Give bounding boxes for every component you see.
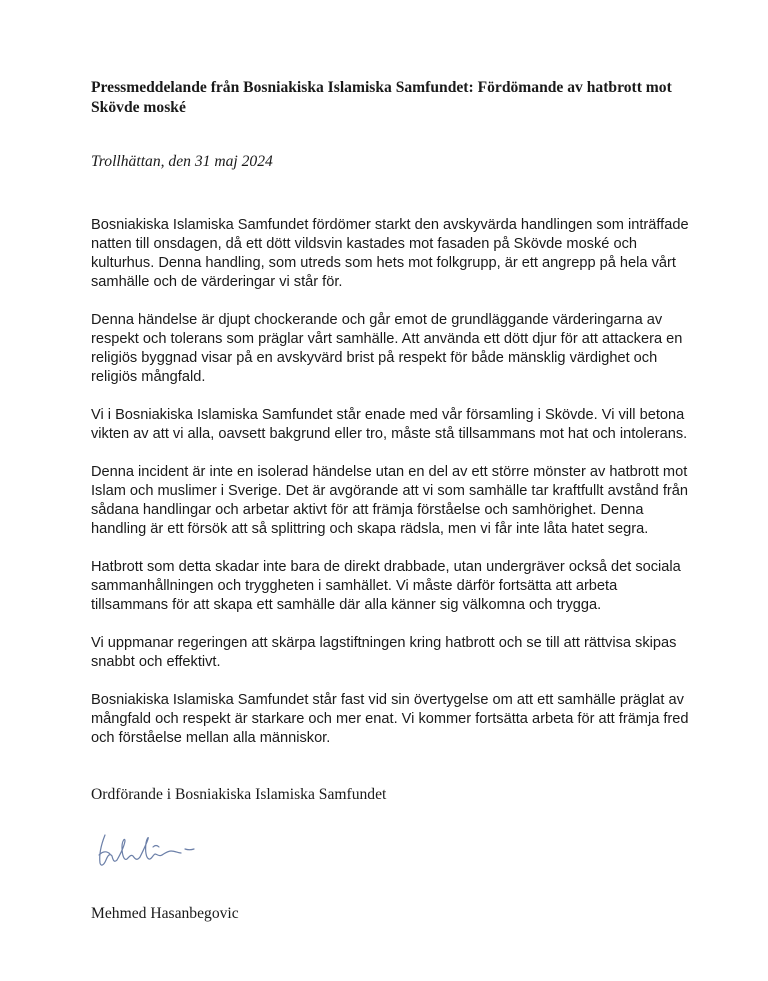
signatory-role: Ordförande i Bosniakiska Islamiska Samfundet [91, 786, 387, 803]
dateline: Trollhättan, den 31 maj 2024 [91, 153, 273, 170]
signatory-name: Mehmed Hasanbegovic [91, 905, 239, 922]
body-paragraph: Vi i Bosniakiska Islamiska Samfundet står enade med vår församling i Skövde. Vi vill betona vikten av att vi alla, oavsett bakgrund eller tro, måste stå tillsammans mot hat och intolerans. [91, 407, 688, 442]
body-paragraph: Denna incident är inte en isolerad händelse utan en del av ett större mönster av hatbrott mot Islam och muslimer i Sverige. Det är avgörande att vi som samhälle tar kraftfullt avstånd från sådana handlingar och arbetar aktivt för att främja förståelse och samhörighet. Denna handling är ett försök att så splittring och skapa rädsla, men vi får inte låta hatet segra. [91, 464, 688, 537]
document-body [91, 216, 691, 748]
body-paragraph: Bosniakiska Islamiska Samfundet står fast vid sin övertygelse om att ett samhälle präglat av mångfald och respekt är starkare och mer enat. Vi kommer fortsätta arbeta för att främja fred och förståelse mellan alla människor. [91, 692, 689, 746]
body-paragraph: Denna händelse är djupt chockerande och går emot de grundläggande värderingarna av respekt och tolerans som präglar vårt samhälle. Att använda ett dött djur för att attackera en religiös byggnad visar på en avskyvärd brist på respekt för både mänsklig värdighet och religiös mångfald. [91, 312, 683, 385]
document-title: Pressmeddelande från Bosniakiska Islamiska Samfundet: Fördömande av hatbrott mot Skövde moské [91, 79, 672, 116]
handwritten-signature [91, 827, 201, 873]
body-paragraph: Vi uppmanar regeringen att skärpa lagstiftningen kring hatbrott och se till att rättvisa skipas snabbt och effektivt. [91, 635, 677, 670]
body-paragraph: Hatbrott som detta skadar inte bara de direkt drabbade, utan undergräver också det sociala sammanhållningen och tryggheten i samhället. Vi måste därför fortsätta att arbeta tillsammans för att skapa ett samhälle där alla känner sig välkomna och trygga. [91, 559, 681, 613]
press-release-page [91, 78, 691, 924]
body-paragraph: Bosniakiska Islamiska Samfundet fördömer starkt den avskyvärda handlingen som inträffade natten till onsdagen, då ett dött vildsvin kastades mot fasaden på Skövde moské och kulturhus. Denna handling, som utreds som hets mot folkgrupp, är ett angrepp på hela vårt samhälle och de värderingar vi står för. [91, 217, 689, 290]
